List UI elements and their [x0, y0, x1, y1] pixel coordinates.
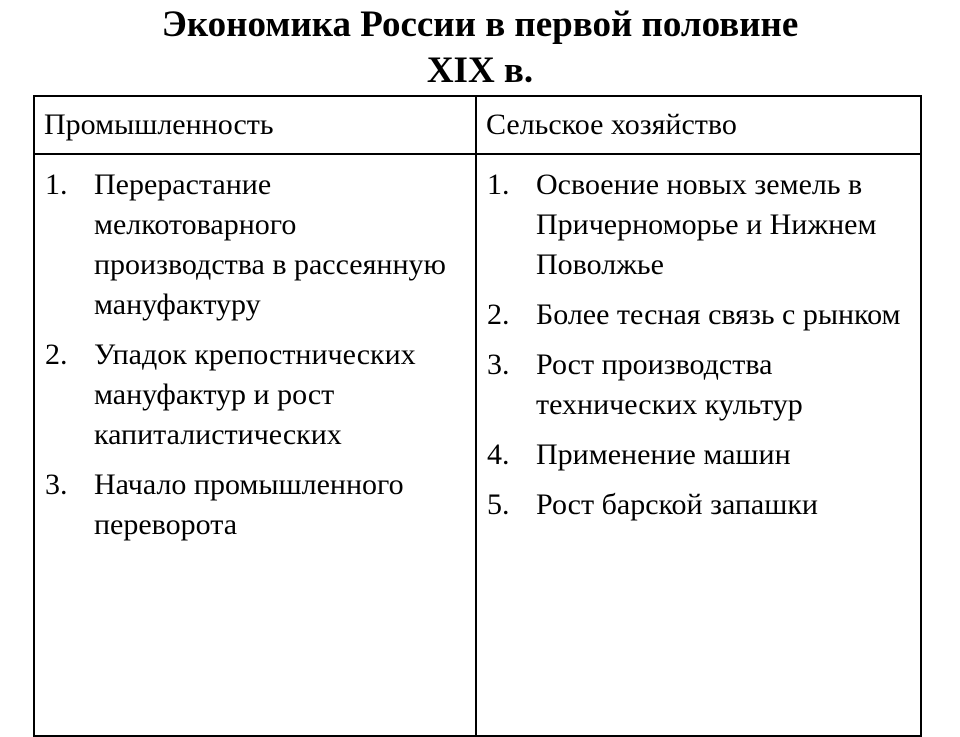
slide-title [0, 2, 960, 94]
list-item-text: Рост барской запашки [536, 488, 818, 521]
table-body-row [34, 154, 921, 736]
list-item-text: Более тесная связь с рынком [536, 298, 901, 331]
list-item [477, 295, 920, 335]
list-item-number: 5. [487, 488, 510, 521]
list-item [35, 165, 475, 325]
header-agriculture: Сельское хозяйство [476, 96, 921, 154]
list-item [477, 345, 920, 425]
industry-cell [34, 154, 476, 736]
list-item [35, 335, 475, 455]
list-item-text: Рост производства технических культур [536, 348, 803, 421]
list-item [477, 485, 920, 525]
slide-title-line-2: XIX в. [426, 50, 534, 91]
list-item [35, 465, 475, 545]
table-header-row [34, 96, 921, 154]
agriculture-cell [476, 154, 921, 736]
list-item-number: 3. [45, 468, 68, 501]
list-item-text: Начало промышленного переворота [94, 468, 404, 541]
list-item-text: Перерастание мелкотоварного производства в рассеянную мануфактуру [94, 168, 446, 321]
list-item-number: 2. [45, 338, 68, 371]
list-item-number: 4. [487, 438, 510, 471]
list-item-number: 3. [487, 348, 510, 381]
list-item-number: 2. [487, 298, 510, 331]
list-item [477, 165, 920, 285]
list-item-number: 1. [487, 168, 510, 201]
slide-title-line-1: Экономика России в первой половине [161, 4, 799, 45]
header-industry: Промышленность [34, 96, 476, 154]
list-item [477, 435, 920, 475]
list-item-text: Упадок крепостнических мануфактур и рост капиталистических [94, 338, 416, 451]
list-item-text: Освоение новых земель в Причерноморье и Нижнем Поволжье [536, 168, 877, 281]
list-item-number: 1. [45, 168, 68, 201]
agriculture-list [477, 165, 920, 525]
industry-list [35, 165, 475, 545]
list-item-text: Применение машин [536, 438, 791, 471]
economy-table [33, 95, 922, 737]
